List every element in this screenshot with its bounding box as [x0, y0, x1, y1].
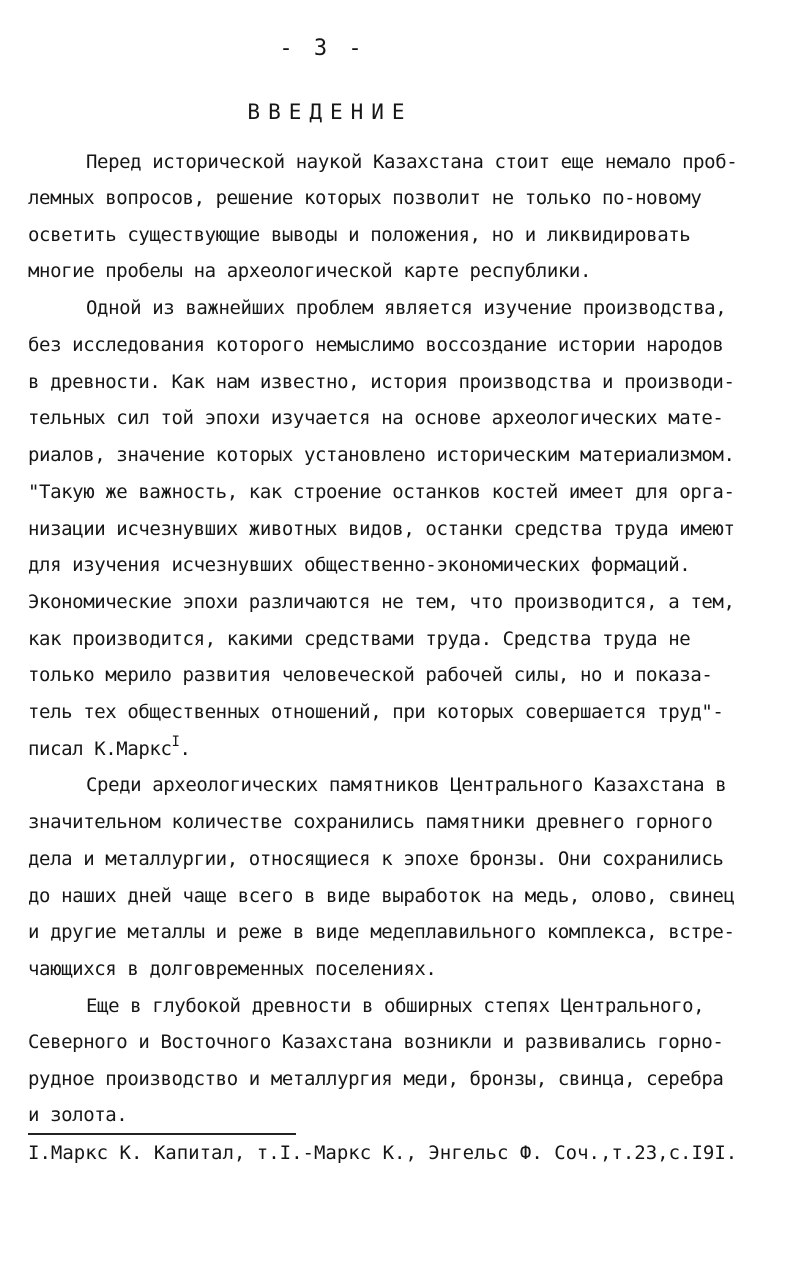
text-line: Перед исторической наукой Казахстана стоит еще немало проб- — [86, 151, 738, 173]
text-line: низации исчезнувших животных видов, останки средства труда имеют — [28, 518, 735, 540]
text-line: тельных сил той эпохи изучается на основе археологических мате- — [28, 407, 724, 429]
text-line: только мерило развития человеческой рабочей силы, но и показа- — [28, 664, 713, 686]
text-line: для изучения исчезнувших общественно-экономических формаций. — [28, 554, 691, 576]
text-line: как производится, какими средствами труда. Средства труда не — [28, 628, 691, 650]
text-line-body: писал К.Маркс — [28, 738, 172, 760]
text-line: Северного и Восточного Казахстана возникли и развивались горно- — [28, 1031, 724, 1053]
text-line: без исследования которого немыслимо воссоздание истории народов — [28, 334, 724, 356]
text-line: тель тех общественных отношений, при которых совершается труд"- — [28, 701, 724, 723]
section-title: ВВЕДЕНИЕ — [247, 100, 413, 124]
text-line: дела и металлургии, относящиеся к эпохе бронзы. Они сохранились — [28, 848, 724, 870]
page-number: - 3 - — [279, 36, 366, 61]
text-line: Среди археологических памятников Центрального Казахстана в — [86, 774, 727, 796]
text-line: осветить существующие выводы и положения, но и ликвидировать — [28, 224, 691, 246]
footnote-marker: I — [171, 733, 180, 750]
text-line: рудное производство и металлургия меди, бронзы, свинца, серебра — [28, 1068, 724, 1090]
footnote: I.Маркс К. Капитал, т.I.-Маркс К., Энгельс Ф. Соч.,т.23,с.I9I. — [28, 1142, 738, 1164]
text-line: лемных вопросов, решение которых позволит не только по-новому — [28, 187, 702, 209]
text-line: Экономические эпохи различаются не тем, что производится, а тем, — [28, 591, 735, 613]
text-line: и другие металлы и реже в виде медеплавильного комплекса, встре- — [28, 921, 735, 943]
text-line: Одной из важнейших проблем является изучение производства, — [86, 297, 727, 319]
text-line: и золота. — [28, 1104, 128, 1126]
line-end-period: . — [179, 738, 191, 760]
text-line: "Такую же важность, как строение останков костей имеет для орга- — [28, 481, 735, 503]
text-line: риалов, значение которых установлено историческим материализмом. — [28, 444, 735, 466]
text-line: многие пробелы на археологической карте республики. — [28, 260, 591, 282]
text-line: значительном количестве сохранились памятники древнего горного — [28, 811, 713, 833]
text-line: чающихся в долговременных поселениях. — [28, 958, 437, 980]
text-line: до наших дней чаще всего в виде выработок на медь, олово, свинец — [28, 885, 735, 907]
text-line: в древности. Как нам известно, история производства и производи- — [28, 371, 735, 393]
footnote-separator — [28, 1133, 296, 1135]
text-line-with-footnote — [28, 733, 191, 761]
text-line: Еще в глубокой древности в обширных степях Центрального, — [86, 995, 705, 1017]
